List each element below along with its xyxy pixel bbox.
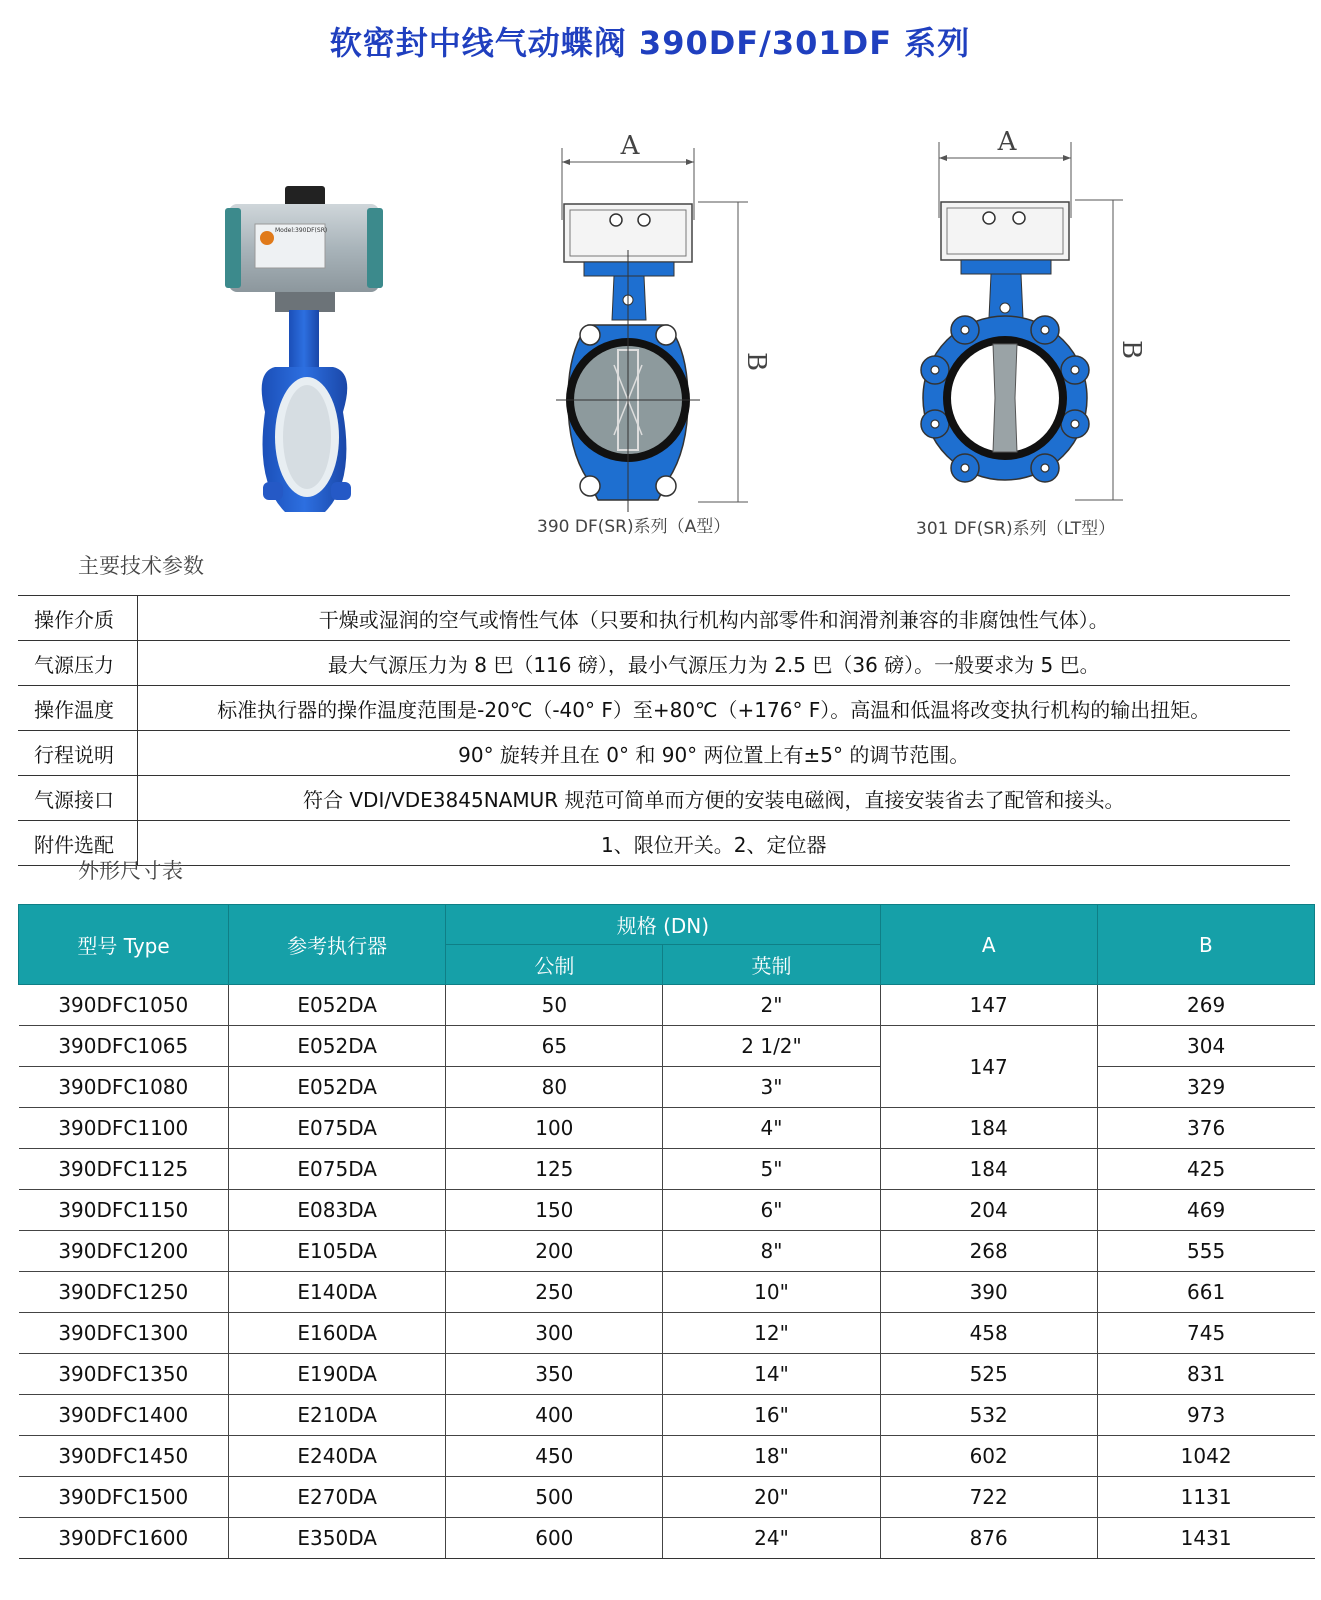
table-row [19,1026,1315,1067]
cell-type: 390DFC1080 [19,1067,229,1108]
cell-metric: 400 [446,1395,663,1436]
cell-b: 376 [1097,1108,1314,1149]
cell-metric: 50 [446,985,663,1026]
cell-actuator: E240DA [229,1436,446,1477]
dim-b-label: B [1116,340,1146,360]
param-key: 气源压力 [18,641,137,686]
cell-a: 204 [880,1190,1097,1231]
table-row [19,1313,1315,1354]
cell-b: 304 [1097,1026,1314,1067]
cell-metric: 125 [446,1149,663,1190]
cell-metric: 200 [446,1231,663,1272]
page-title: 软密封中线气动蝶阀 390DF/301DF 系列 [329,24,971,62]
header-actuator: 参考执行器 [229,905,446,985]
cell-imperial: 20" [663,1477,880,1518]
header-type: 型号 Type [19,905,229,985]
cell-actuator: E083DA [229,1190,446,1231]
cell-imperial: 16" [663,1395,880,1436]
params-table [18,595,1290,866]
table-row [19,985,1315,1026]
table-row [19,1518,1315,1559]
cell-actuator: E270DA [229,1477,446,1518]
param-value: 最大气源压力为 8 巴（116 磅），最小气源压力为 2.5 巴（36 磅）。一般要求为 5 巴。 [137,641,1290,686]
table-row [19,1436,1315,1477]
cell-imperial: 24" [663,1518,880,1559]
cell-a: 184 [880,1149,1097,1190]
cell-metric: 80 [446,1067,663,1108]
table-row [19,1354,1315,1395]
cell-a: 147 [880,1026,1097,1108]
cell-a: 876 [880,1518,1097,1559]
header-metric: 公制 [446,945,663,985]
param-key: 操作温度 [18,686,137,731]
cell-type: 390DFC1250 [19,1272,229,1313]
cell-type: 390DFC1400 [19,1395,229,1436]
cell-type: 390DFC1350 [19,1354,229,1395]
cell-metric: 450 [446,1436,663,1477]
param-value: 90° 旋转并且在 0° 和 90° 两位置上有±5° 的调节范围。 [137,731,1290,776]
cell-type: 390DFC1150 [19,1190,229,1231]
dim-b-label: B [741,352,771,372]
cell-metric: 150 [446,1190,663,1231]
drawing-390df-wafer [548,120,778,520]
cell-b: 425 [1097,1149,1314,1190]
cell-imperial: 18" [663,1436,880,1477]
cell-b: 469 [1097,1190,1314,1231]
cell-a: 268 [880,1231,1097,1272]
cell-type: 390DFC1600 [19,1518,229,1559]
param-key: 气源接口 [18,776,137,821]
cell-a: 525 [880,1354,1097,1395]
dims-table [18,904,1315,1559]
cell-b: 329 [1097,1067,1314,1108]
cell-type: 390DFC1450 [19,1436,229,1477]
cell-a: 602 [880,1436,1097,1477]
cell-a: 184 [880,1108,1097,1149]
cell-metric: 100 [446,1108,663,1149]
table-row [19,1190,1315,1231]
cell-b: 555 [1097,1231,1314,1272]
table-row [18,641,1290,686]
param-key: 行程说明 [18,731,137,776]
table-row [18,731,1290,776]
header-a: A [880,905,1097,985]
cell-actuator: E210DA [229,1395,446,1436]
table-row [19,1395,1315,1436]
cell-metric: 350 [446,1354,663,1395]
cell-actuator: E052DA [229,985,446,1026]
table-row [18,821,1290,866]
cell-metric: 250 [446,1272,663,1313]
cell-b: 745 [1097,1313,1314,1354]
cell-metric: 500 [446,1477,663,1518]
param-value: 标准执行器的操作温度范围是-20℃（-40° F）至+80℃（+176° F）。高温和低温将改变执行机构的输出扭矩。 [137,686,1290,731]
dim-a-label: A [620,131,640,161]
header-imperial: 英制 [663,945,880,985]
cell-imperial: 2" [663,985,880,1026]
header-b: B [1097,905,1314,985]
table-row [19,1108,1315,1149]
valve-photo [215,182,395,522]
table-row [18,596,1290,641]
param-value: 干燥或湿润的空气或惰性气体（只要和执行机构内部零件和润滑剂兼容的非腐蚀性气体）。 [137,596,1290,641]
cell-metric: 65 [446,1026,663,1067]
cell-imperial: 10" [663,1272,880,1313]
cell-type: 390DFC1500 [19,1477,229,1518]
param-key: 附件选配 [18,821,137,866]
param-value: 1、限位开关。2、定位器 [137,821,1290,866]
cell-b: 1131 [1097,1477,1314,1518]
cell-a: 532 [880,1395,1097,1436]
drawing-301df-caption: 301 DF(SR)系列（LT型） [916,519,1116,539]
cell-metric: 600 [446,1518,663,1559]
cell-b: 1431 [1097,1518,1314,1559]
cell-a: 458 [880,1313,1097,1354]
table-row [19,1149,1315,1190]
cell-actuator: E052DA [229,1026,446,1067]
cell-actuator: E160DA [229,1313,446,1354]
cell-metric: 300 [446,1313,663,1354]
table-row [18,686,1290,731]
params-section-title: 主要技术参数 [78,554,204,578]
cell-a: 390 [880,1272,1097,1313]
cell-imperial: 14" [663,1354,880,1395]
drawing-301df-lug [915,118,1155,520]
cell-imperial: 4" [663,1108,880,1149]
cell-b: 269 [1097,985,1314,1026]
cell-a: 147 [880,985,1097,1026]
cell-type: 390DFC1050 [19,985,229,1026]
cell-actuator: E140DA [229,1272,446,1313]
cell-type: 390DFC1300 [19,1313,229,1354]
cell-actuator: E075DA [229,1108,446,1149]
cell-type: 390DFC1125 [19,1149,229,1190]
dim-a-label: A [997,127,1017,157]
cell-actuator: E350DA [229,1518,446,1559]
cell-a: 722 [880,1477,1097,1518]
cell-imperial: 3" [663,1067,880,1108]
drawing-390df-caption: 390 DF(SR)系列（A型） [537,517,731,537]
cell-type: 390DFC1065 [19,1026,229,1067]
cell-imperial: 8" [663,1231,880,1272]
cell-imperial: 6" [663,1190,880,1231]
cell-b: 973 [1097,1395,1314,1436]
table-row [19,1231,1315,1272]
cell-actuator: E190DA [229,1354,446,1395]
cell-actuator: E052DA [229,1067,446,1108]
cell-type: 390DFC1100 [19,1108,229,1149]
cell-imperial: 5" [663,1149,880,1190]
param-key: 操作介质 [18,596,137,641]
cell-imperial: 2 1/2" [663,1026,880,1067]
header-spec: 规格 (DN) [446,905,880,945]
param-value: 符合 VDI/VDE3845NAMUR 规范可简单而方便的安装电磁阀，直接安装省去了配管和接头。 [137,776,1290,821]
table-row [18,776,1290,821]
dims-section-title: 外形尺寸表 [78,859,183,883]
cell-b: 831 [1097,1354,1314,1395]
cell-b: 661 [1097,1272,1314,1313]
photo-nameplate-text: Model:390DF(SR) [275,227,328,234]
table-row [19,1272,1315,1313]
cell-imperial: 12" [663,1313,880,1354]
cell-actuator: E105DA [229,1231,446,1272]
table-row [19,1067,1315,1108]
cell-b: 1042 [1097,1436,1314,1477]
table-row [19,1477,1315,1518]
cell-actuator: E075DA [229,1149,446,1190]
cell-type: 390DFC1200 [19,1231,229,1272]
